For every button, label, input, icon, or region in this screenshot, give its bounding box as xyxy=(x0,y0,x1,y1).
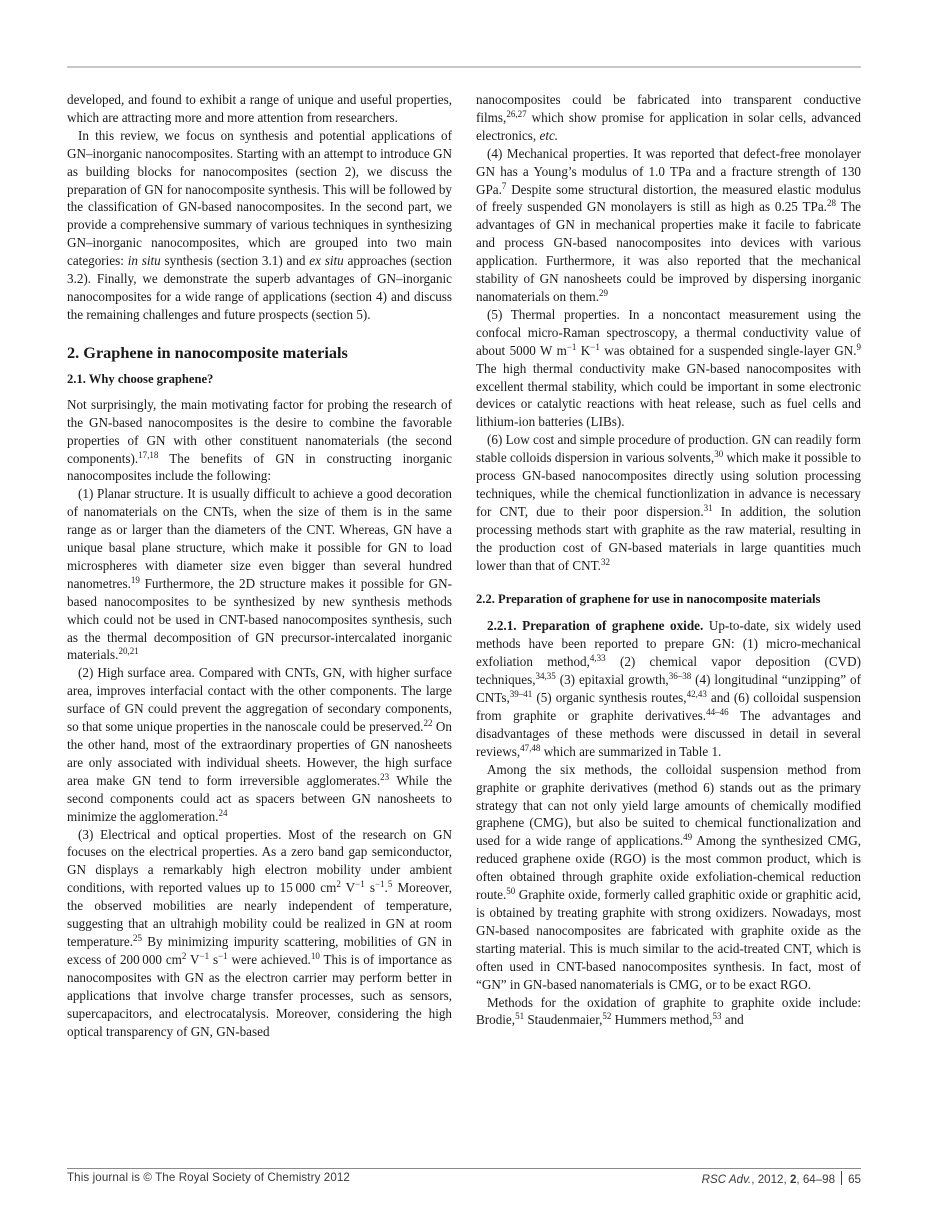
text: In addition, the solution processing methods start with graphite as the raw material, resulting in the production cost of GN-based materials in large quantities much lower than that of CNT. xyxy=(476,503,861,573)
paragraph-thermal xyxy=(476,306,861,431)
header-rule xyxy=(67,66,861,68)
paragraph-graphene-oxide-prep xyxy=(476,617,861,760)
paragraph-planar-structure xyxy=(67,485,452,664)
superscript: −1 xyxy=(590,341,600,352)
text: By minimizing impurity scattering, mobilities of GN in excess of 200 000 cm xyxy=(67,933,452,967)
text: (5) organic synthesis routes, xyxy=(532,690,687,706)
citation[interactable]: 26,27 xyxy=(506,108,527,119)
citation[interactable]: 53 xyxy=(712,1011,722,1022)
copyright-notice: This journal is © The Royal Society of Chemistry 2012 xyxy=(67,1171,350,1184)
text: Among the synthesized CMG, reduced graphene oxide (RGO) is the most common product, which is often obtained through graphite oxide exfoliation-chemical reduction route. xyxy=(476,833,861,903)
text: which make it possible to process GN-based nanocomposites directly using solution processing techniques, while the chemical functionlization in advance is necessary for CNT, due to their poor dispersion. xyxy=(476,450,861,519)
superscript: −1 xyxy=(374,879,385,890)
citation[interactable]: 29 xyxy=(598,287,608,298)
text: Up-to-date, six widely used methods have been reported to prepare GN: (1) micro-mechanical exfoliation method, xyxy=(476,618,861,670)
text: V xyxy=(340,880,356,896)
subsection-heading: 2.2. Preparation of graphene for use in nanocomposite materials xyxy=(476,592,821,607)
citation[interactable]: 30 xyxy=(714,449,724,460)
paragraph-surface-area xyxy=(67,664,452,825)
text: (4) Mechanical properties. It was reported that defect-free monolayer GN has a Young’s modulus of 1.0 TPa and a fracture strength of 130 GPa. xyxy=(476,145,861,197)
text: and (6) colloidal suspension from graphite or graphite derivatives. xyxy=(476,690,862,723)
right-column xyxy=(476,91,861,1029)
superscript: −1 xyxy=(566,341,577,352)
superscript: 2 xyxy=(181,950,187,961)
text: s xyxy=(209,951,219,967)
superscript: 2 xyxy=(336,879,341,890)
text: Graphite oxide, formerly called graphitic oxide or graphitic acid, is obtained by treating graphite with strong oxidizers. Nowadays, most GN-based nanocomposites are fabricated with graphite oxide as the starting material. This is much similar to the acid-treated CNT, which is often used in CNT-based nanocomposites synthesis. In fact, most of “GN” in GN-based nanomaterials is CMG, or to be exact RGO. xyxy=(476,887,861,992)
paragraph-motivation xyxy=(67,396,452,486)
italic-term: ex situ xyxy=(309,253,344,269)
year: 2012 xyxy=(757,1173,784,1186)
citation[interactable]: 4,33 xyxy=(589,653,606,664)
text: Despite some structural distortion, the measured elastic modulus of freely suspended GN monolayers is still as high as 0.25 TPa. xyxy=(476,181,861,215)
citation[interactable]: 36–38 xyxy=(668,671,692,682)
text: was obtained for a suspended single-layer GN. xyxy=(599,342,857,358)
paragraph-colloidal-method xyxy=(476,761,861,994)
text: Methods for the oxidation of graphite to graphite oxide include: Brodie, xyxy=(476,994,861,1028)
section-heading: 2. Graphene in nanocomposite materials xyxy=(67,342,348,362)
text: The benefits of GN in constructing inorganic nanocomposites include the following: xyxy=(67,450,452,484)
citation[interactable]: 52 xyxy=(602,1011,612,1022)
text: (3) Electrical and optical properties. Most of the research on GN focuses on the electrical properties. As a zero band gap semiconductor, GN displays a remarkably high electron mobility under ambient conditions, with reported values up to 15 000 cm xyxy=(67,826,452,896)
paragraph-oxidation-methods xyxy=(476,994,861,1030)
text: . xyxy=(384,880,388,896)
footer-rule xyxy=(67,1168,861,1169)
citation[interactable]: 23 xyxy=(380,771,390,782)
citation[interactable]: 39–41 xyxy=(509,689,533,700)
left-column xyxy=(67,91,452,1040)
text: Furthermore, the 2D structure makes it possible for GN-based nanocomposites to be synthesized by new synthesis methods which could not be used in CNT-based nanocomposites synthesis, such as the thermal decomposition of GN precursor-intercalated inorganic materials. xyxy=(67,575,452,663)
text: The advantages of GN in mechanical properties make it facile to fabricate and process GN-based nanocomposites into devices with various application. Furthermore, it was also reported that the mechanical stability of GN nanosheets could be improved by dispersing inorganic nanomaterials on them. xyxy=(476,199,861,304)
citation[interactable]: 9 xyxy=(856,341,861,352)
citation[interactable]: 49 xyxy=(683,832,693,843)
subsection-heading: 2.1. Why choose graphene? xyxy=(67,371,214,386)
text: which are summarized in Table 1. xyxy=(540,743,722,759)
superscript: −1 xyxy=(199,950,210,961)
text: developed, and found to exhibit a range of unique and useful properties, which are attracting more and more attention from researchers. xyxy=(67,92,452,125)
text: were achieved. xyxy=(227,951,311,967)
paragraph-review-scope xyxy=(67,127,452,324)
citation[interactable]: 51 xyxy=(515,1011,525,1022)
italic-term: etc. xyxy=(539,127,559,143)
volume: 2 xyxy=(789,1173,797,1186)
page-number: 65 xyxy=(848,1173,861,1186)
citation[interactable]: 24 xyxy=(218,807,228,818)
citation[interactable]: 28 xyxy=(826,198,836,209)
text: (2) chemical vapor deposition (CVD) techniques, xyxy=(476,654,861,688)
text: Hummers method, xyxy=(611,1012,713,1028)
citation[interactable]: 17,18 xyxy=(138,449,159,460)
citation[interactable]: 34,35 xyxy=(535,671,556,682)
citation[interactable]: 50 xyxy=(506,886,516,897)
text: The high thermal conductivity make GN-based nanocomposites with excellent thermal stability, which could be important in some electronic devices or catalytic reactions with heat release, such as fuel cells and lithium-ion batteries (LIBs). xyxy=(476,360,861,430)
paragraph-intro-continued xyxy=(67,91,452,127)
text: which show promise for application in solar cells, advanced electronics, xyxy=(476,109,861,143)
citation[interactable]: 25 xyxy=(133,932,143,943)
paragraph-electrical-optical xyxy=(67,826,452,1041)
citation[interactable]: 5 xyxy=(387,879,393,890)
text: Moreover, the observed mobilities are nearly independent of temperature, suggesting that an ultrahigh mobility could be realized in GN at room temperature. xyxy=(67,880,453,949)
text: (6) Low cost and simple procedure of production. GN can readily form stable colloids dispersion in various solvents, xyxy=(476,432,861,466)
text: While the second components could act as spacers between GN nanosheets to minimize the agglomeration. xyxy=(67,772,452,824)
text: (3) epitaxial growth, xyxy=(555,672,669,688)
text: Among the six methods, the colloidal suspension method from graphite or graphite derivatives (method 6) stands out as the primary strategy that can not only yield large amounts of chemically modified graphene (CMG), but also be suited to chemical functionalization and used for a wide range of applications. xyxy=(476,761,861,849)
citation[interactable]: 44–46 xyxy=(706,707,729,717)
paragraph-mechanical xyxy=(476,145,861,306)
citation[interactable]: 42,43 xyxy=(686,689,707,700)
page-footer xyxy=(67,1171,861,1187)
journal-name: RSC Adv. xyxy=(701,1173,752,1186)
text: (4) longitudinal “unzipping” of CNTs, xyxy=(476,672,862,706)
citation[interactable]: 20,21 xyxy=(118,646,139,657)
superscript: −1 xyxy=(218,950,228,961)
citation[interactable]: 10 xyxy=(310,950,320,961)
text: nanocomposites could be fabricated into transparent conductive films, xyxy=(476,92,861,125)
citation[interactable]: 31 xyxy=(703,502,713,513)
text: (2) High surface area. Compared with CNTs, GN, with higher surface area, improves interfacial contact with the other components. The large surface of GN could prevent the aggregation of secondary components, so that some unique properties in the nanoscale could be preserved. xyxy=(67,665,452,735)
citation[interactable]: 47,48 xyxy=(520,742,541,753)
text: synthesis (section 3.1) and xyxy=(160,253,310,269)
text: and xyxy=(721,1012,744,1028)
text: (1) Planar structure. It is usually difficult to achieve a good decoration of nanomaterials on the CNTs, when the size of them is in the same range as or larger than the diameters of the CNT. Whereas, GN have a unique basal plane structure, which make it possible for GN to load microspheres with diameter size even bigger than several hundred nanometres. xyxy=(67,486,452,591)
italic-term: in situ xyxy=(127,253,161,269)
text: K xyxy=(576,342,591,358)
text: In this review, we focus on synthesis and potential applications of GN–inorganic nanocomposites. Starting with an attempt to introduce GN as building blocks for nanocomposites (section 2), we discuss the preparation of GN for nanocomposite synthesis. This will be followed by the classification of GN-based nanocomposites. In the second part, we provide a comprehensive summary of various techniques in synthesizing GN–inorganic nanocomposites, which are grouped into two main categories: xyxy=(67,127,452,269)
citation[interactable]: 7 xyxy=(501,180,507,191)
citation-info: RSC Adv., 2012, 2, 64–98 65 xyxy=(701,1173,861,1186)
text: On the other hand, most of the extraordinary properties of GN nanosheets are only associated with individual sheets. However, the high surface area make GN tend to form irreversible agglomerates. xyxy=(67,719,452,788)
text: approaches (section 3.2). Finally, we demonstrate the superb advantages of GN–inorganic nanocomposites for a wide range of applications (section 4) and discuss the remaining challenges and future prospects (section 5). xyxy=(67,253,453,322)
citation[interactable]: 32 xyxy=(600,556,610,567)
text: (5) Thermal properties. In a noncontact measurement using the confocal micro-Raman spectroscopy, a thermal conductivity value of about 5000 W m xyxy=(476,306,861,358)
run-in-heading: 2.2.1. Preparation of graphene oxide. xyxy=(487,618,704,634)
text: The advantages and disadvantages of these methods were discussed in detail in several reviews, xyxy=(476,708,861,759)
separator xyxy=(841,1171,842,1185)
text: s xyxy=(364,880,375,896)
paragraph-transparent-films xyxy=(476,91,861,145)
citation[interactable]: 22 xyxy=(423,718,433,729)
citation[interactable]: 19 xyxy=(130,574,140,585)
paragraph-low-cost xyxy=(476,431,861,574)
text: This is of importance as nanocomposites with GN as the electron carrier may perform better in applications that involve charge transfer processes, such as sensors, supercapacitors, and electrocatalysis. Moreover, considering the high optical transparency of GN, GN-based xyxy=(67,951,452,1039)
superscript: −1 xyxy=(355,879,365,890)
page-range: 64–98 xyxy=(802,1173,836,1186)
text: V xyxy=(186,951,200,967)
text: Not surprisingly, the main motivating factor for probing the research of the GN-based nanocomposites is the desire to combine the favorable properties of GN with other constituent nanomaterials (the second components). xyxy=(67,396,452,466)
text: Staudenmaier, xyxy=(524,1012,603,1028)
